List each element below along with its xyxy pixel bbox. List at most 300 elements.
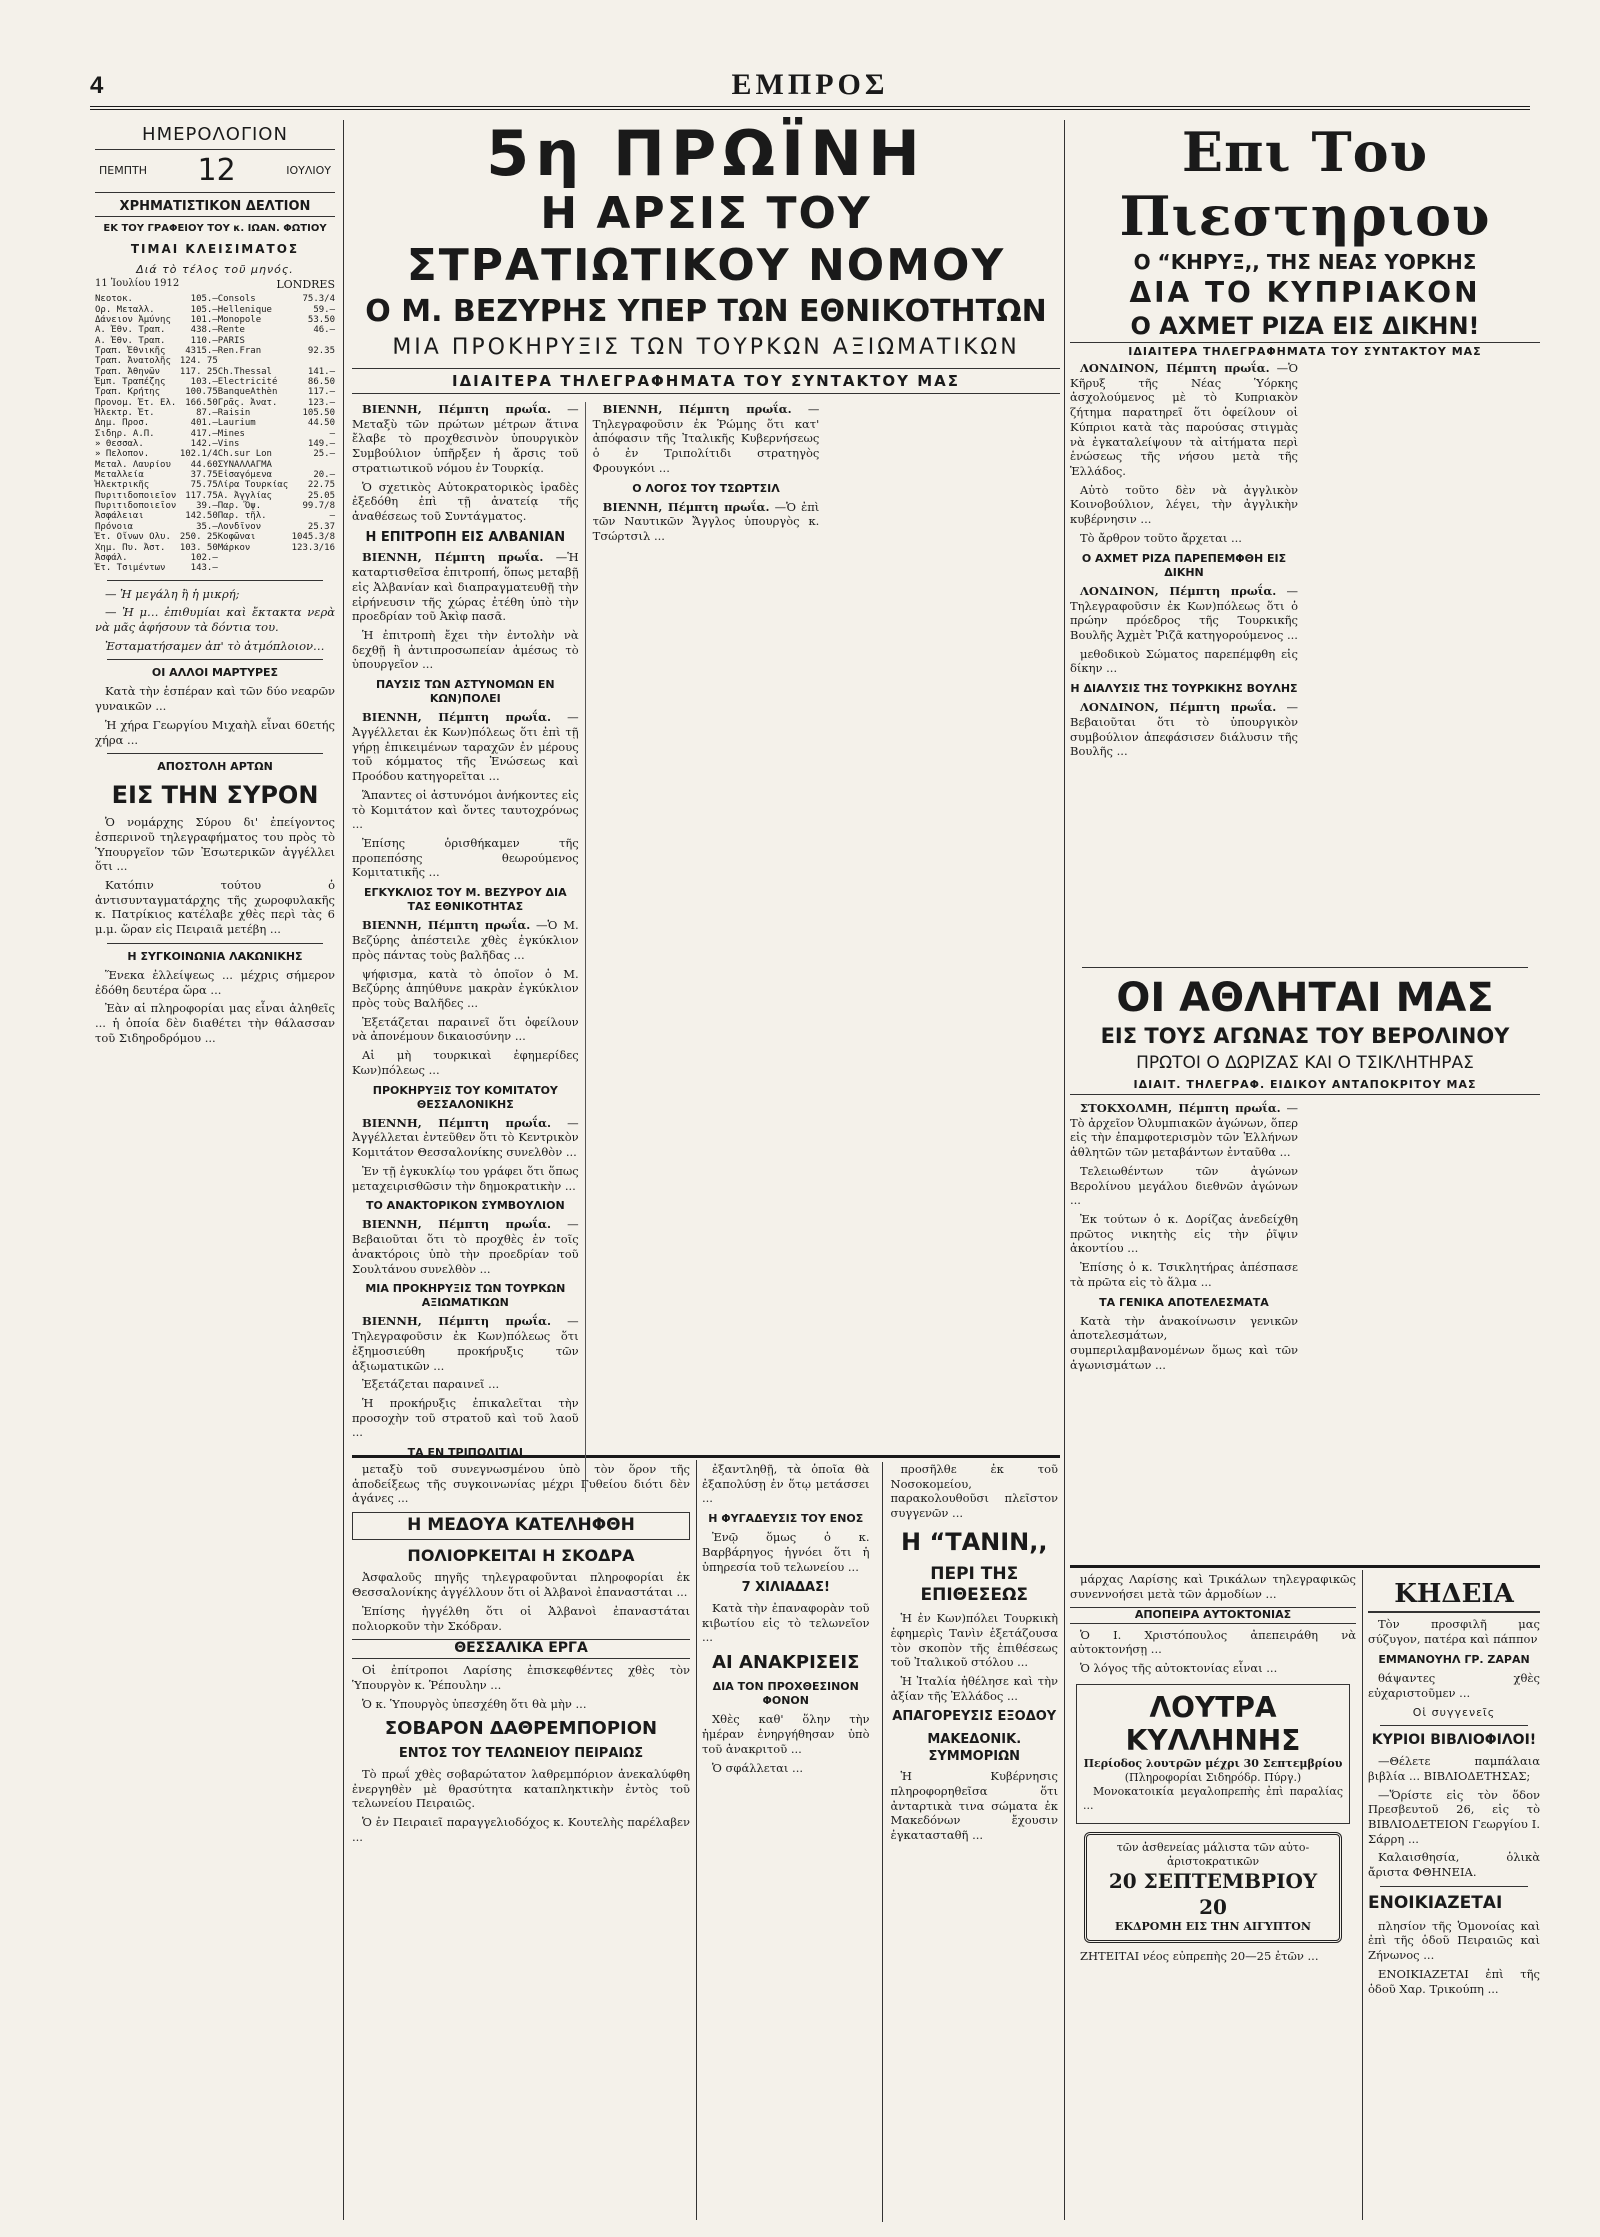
- divider: [107, 659, 323, 660]
- funeral-heading: ΚΗΔΕΙΑ: [1368, 1578, 1540, 1613]
- calendar-month: ΙΟΥΛΙΟΥ: [286, 164, 331, 178]
- price-cell: Ren.Fran: [217, 345, 262, 356]
- article-text: Ὁ ἐν Πειραιεῖ παραγγελιοδόχος κ. Κουτελὴς παρέλαβεν ...: [352, 1815, 690, 1844]
- price-row: [95, 377, 335, 387]
- price-cell: Ορ. Μεταλλ.: [95, 304, 155, 315]
- excursion-advert: [1084, 1832, 1342, 1943]
- press-kicker: ΙΔΙΑΙΤΕΡΑ ΤΗΛΕΓΡΑΦΗΜΑΤΑ ΤΟΥ ΣΥΝΤΑΚΤΟΥ ΜΑΣ: [1128, 345, 1482, 358]
- article-text: Ἐπίσης ὁρισθήκαμεν τῆς προπεπόσης θεωρούμενος Κομιτατικῆς ...: [352, 836, 579, 880]
- price-cell: [290, 460, 335, 470]
- funeral-family: Οἱ συγγενεῖς: [1412, 1706, 1496, 1720]
- column-divider: [1362, 1570, 1363, 2220]
- price-cell: Hellenique: [217, 304, 272, 315]
- section-heading: Η ΕΠΙΤΡΟΠΗ ΕΙΣ ΑΛΒΑΝΙΑΝ: [365, 529, 566, 545]
- dateline: ΒΙΕΝΝΗ, Πέμπτη πρωΐα.: [362, 550, 544, 565]
- price-row: [95, 336, 335, 346]
- price-cell: 25.37: [307, 521, 335, 532]
- article-text: —Τηλεγραφοῦσιν ἐκ Κων)πόλεως ὅτι ἐξημοσιεύθη προκήρυξις τῶν ἀξιωματικῶν ...: [352, 1314, 579, 1373]
- article-text: Τὸ ἄρθρον τοῦτο ἄρχεται ...: [1080, 530, 1242, 545]
- price-cell: 141.—: [307, 366, 335, 377]
- price-cell: 39.—: [196, 501, 218, 512]
- price-cell: Α. Ἐθν. Τραπ.: [95, 325, 166, 336]
- price-cell: Δημ. Προσ.: [95, 418, 150, 429]
- article-text: —Ἡ καταρτισθεῖσα ἐπιτροπή, ὅπως μεταβῇ εἰς Ἀλβανίαν καὶ διαπραγματευθῇ τὴν εἰρήνευσιν τῆς χώρας ἐτέθη ὑπὸ τὴν προεδρίαν τοῦ Ἀκὶφ πασᾶ.: [352, 550, 579, 624]
- article-text: θάψαντες χθὲς εὐχαριστοῦμεν ...: [1368, 1670, 1540, 1700]
- article-text: ἐξαντληθῇ, τὰ ὁποῖα θὰ ἐξαπολύσῃ ἐν ὅτῳ μετάσσει ...: [702, 1462, 870, 1506]
- price-cell: Κοφῶναι: [217, 532, 256, 543]
- lead-kicker: ΙΔΙΑΙΤΕΡΑ ΤΗΛΕΓΡΑΦΗΜΑΤΑ ΤΟΥ ΣΥΝΤΑΚΤΟΥ ΜΑΣ: [352, 368, 1060, 394]
- lower-subcolumn: [702, 1462, 870, 2222]
- price-cell: —: [329, 511, 335, 522]
- article-text: Ἐν τῇ ἐγκυκλίῳ του γράφει ὅτι ὅπως μεταχειρισθῶσιν τὴν δημοκρατικὴν ...: [352, 1163, 579, 1193]
- section-heading: ΑΠΑΓΟΡΕΥΣΙΣ ΕΞΟΔΟΥ: [892, 1709, 1057, 1725]
- dateline: ΒΙΕΝΝΗ, Πέμπτη πρωΐα.: [362, 1115, 551, 1130]
- price-cell: BanqueAthèn: [217, 387, 278, 398]
- press-article-columns: [1070, 361, 1540, 961]
- article-text: Ἀσφαλοῦς πηγῆς τηλεγραφοῦνται πληροφορίαι ἐκ Θεσσαλονίκης ἀγγέλλουν ὅτι οἱ Ἀλβανοὶ ἐπαναστάται ...: [352, 1570, 690, 1600]
- price-cell: Laurium: [217, 418, 256, 429]
- lower-column-4: [1368, 1572, 1540, 2222]
- article-text: Τὸν προσφιλῆ μας σύζυγον, πατέρα καὶ πάππον: [1368, 1617, 1540, 1646]
- press-deck: ΔΙΑ ΤΟ ΚΥΠΡΙΑΚΟΝ: [1129, 276, 1481, 309]
- article-text: Τελειωθέντων τῶν ἀγώνων Βερολίνου μεγάλου διεθνῶν ἀγώνων ...: [1070, 1163, 1298, 1208]
- advert-text: τῶν ἀσθενείας μάλιστα τῶν αὐτο-ἀριστοκρατικῶν: [1116, 1840, 1310, 1869]
- calendar-date: [95, 149, 335, 193]
- section-heading: ΠΑΥΣΙΣ ΤΩΝ ΑΣΤΥΝΟΜΩΝ ΕΝ ΚΩΝ)ΠΟΛΕΙ: [376, 678, 555, 706]
- price-cell: 143.—: [190, 563, 218, 574]
- price-cell: 105.50: [302, 408, 335, 419]
- article-text: Ἅπαντες οἱ ἀστυνόμοι ἀνήκοντες εἰς τὸ Κομιτάτον καὶ ὄντες ταυτοχρόνως ...: [352, 787, 579, 832]
- price-row: [95, 470, 335, 480]
- quote-line: — Ἡ μεγάλη ἢ ἡ μικρή;: [105, 586, 240, 601]
- price-cell: Πυριτιδοποιεῖον: [95, 501, 177, 512]
- section-subheading: ΠΟΛΙΟΡΚΕΙΤΑΙ Η ΣΚΟΔΡΑ: [407, 1545, 635, 1565]
- article-text: —Βεβαιοῦται ὅτι τὸ προχθὲς ἐν τοῖς ἀνακτόροις ὑπὸ τὴν προεδρίαν τοῦ Σουλτάνου συνελθὸν ...: [352, 1217, 579, 1276]
- section-heading: ΕΝΟΙΚΙΑΖΕΤΑΙ: [1368, 1892, 1503, 1913]
- price-cell: Παρ. τῆλ.: [217, 511, 267, 522]
- section-heading: Η ΔΙΑΛΥΣΙΣ ΤΗΣ ΤΟΥΡΚΙΚΗΣ ΒΟΥΛΗΣ: [1070, 682, 1298, 696]
- bulletin-date: 11 Ἰουλίου 1912: [95, 278, 180, 290]
- lower-column-1: [352, 1462, 690, 2222]
- divider: [107, 753, 323, 754]
- price-cell: 102.1/4: [179, 449, 218, 460]
- price-cell: » Πελοπον.: [95, 449, 150, 460]
- price-cell: Raisin: [217, 408, 251, 419]
- price-cell: 417.—: [190, 428, 218, 439]
- price-cell: Ἑτ. Τσιμέντων: [95, 563, 166, 574]
- price-cell: Ἀσφάλ.: [95, 552, 128, 563]
- price-cell: —: [329, 428, 335, 439]
- section-heading: Ο ΑΧΜΕΤ ΡΙΖΑ ΠΑΡΕΠΕΜΦΘΗ ΕΙΣ ΔΙΚΗΝ: [1081, 551, 1287, 579]
- synteknia-title: Η ΣΥΓΚΟΙΝΩΝΙΑ ΛΑΚΩΝΙΚΗΣ: [127, 949, 303, 963]
- synteknia-body: Ἐὰν αἱ πληροφορίαι μας εἶναι ἀληθεῖς ... ἡ ὁποία δὲν διαθέτει τὴν θάλασσαν τοῦ Σιδηροδρόμου ...: [95, 1001, 335, 1045]
- price-cell: 103. 50: [179, 542, 218, 553]
- article-text: Κατὰ τὴν ἀνακοίνωσιν γενικῶν ἀποτελεσμάτων, συμπεριλαμβανομένων ὅμως καὶ τῶν ἀγωνισμάτων ...: [1070, 1313, 1298, 1372]
- dateline: ΛΟΝΔΙΝΟΝ, Πέμπτη πρωΐα.: [1080, 583, 1277, 598]
- section-rule: [1070, 1565, 1540, 1568]
- price-cell: 35.—: [196, 521, 218, 532]
- price-row: [95, 294, 335, 304]
- press-headline: Επι Του Πιεστηριου: [1119, 120, 1491, 248]
- price-cell: [290, 336, 335, 346]
- price-cell: 53.50: [307, 314, 335, 325]
- price-cell: Σιδηρ. Α.Π.: [95, 428, 155, 439]
- price-row: [95, 532, 335, 542]
- price-table: [95, 294, 335, 573]
- price-cell: Εἰσαγόμενα: [217, 470, 272, 481]
- apostoli-body: Ὁ νομάρχης Σύρου δι' ἐπείγοντος ἐσπερινοῦ τηλεγραφήματος του πρὸς τὸ Ὑπουργεῖον τῶν Ἐσωτερικῶν ἀγγέλλει ὅτι ...: [95, 815, 335, 874]
- spa-season: Περίοδος λουτρῶν μέχρι 30 Σεπτεμβρίου: [1083, 1756, 1343, 1770]
- article-text: Ἐπίσης ὁ κ. Τσικλητήρας ἀπέσπασε τὰ πρῶτα εἰς τὸ ἅλμα ...: [1070, 1260, 1298, 1289]
- newspaper-name: ΕΜΠΡΟΣ: [731, 68, 889, 101]
- press-subheadline: Ο “ΚΗΡΥΞ,, ΤΗΣ ΝΕΑΣ ΥΟΡΚΗΣ: [1133, 250, 1477, 274]
- price-cell: 105.—: [190, 304, 218, 315]
- price-cell: [218, 356, 291, 366]
- bulletin-dateline: [95, 278, 335, 292]
- price-cell: Πυριτιδοποιεῖον: [95, 490, 177, 501]
- dateline: ΒΙΕΝΝΗ, Πέμπτη πρωΐα.: [362, 1314, 551, 1329]
- section-subheading: ΕΝΤΟΣ ΤΟΥ ΤΕΛΩΝΕΙΟΥ ΠΕΙΡΑΙΩΣ: [398, 1746, 644, 1762]
- quote-line: Ἐσταματήσαμεν ἀπ' τὸ ἀτμόπλοιον…: [105, 638, 325, 653]
- dateline: ΛΟΝΔΙΝΟΝ, Πέμπτη πρωΐα.: [1080, 700, 1277, 715]
- article-text: Ἡ Ἰταλία ἠθέλησε καὶ τὴν ἀξίαν τῆς Ἐλλάδος ...: [890, 1673, 1058, 1703]
- section-heading: ΣΟΒΑΡΟΝ ΔΑΘΡΕΜΠΟΡΙΟΝ: [384, 1718, 658, 1740]
- lead-article-columns: [352, 402, 1060, 1492]
- price-cell: Τραπ. Κρήτης: [95, 387, 161, 398]
- divider: [107, 580, 323, 581]
- price-row: [95, 398, 335, 408]
- bulletin-market: LONDRES: [276, 278, 335, 292]
- section-heading: ΑΙ ΑΝΑΚΡΙΣΕΙΣ: [712, 1652, 860, 1674]
- section-heading: ΕΓΚΥΚΛΙΟΣ ΤΟΥ Μ. ΒΕΖΥΡΟΥ ΔΙΑ ΤΑΣ ΕΘΝΙΚΟΤΗΤΑΣ: [364, 886, 567, 914]
- price-row: [95, 563, 335, 573]
- article-text: Ἐπίσης ἠγγέλθη ὅτι οἱ Ἀλβανοὶ ἐπαναστάται πολιορκοῦν τὴν Σκόδραν.: [352, 1603, 690, 1633]
- price-row: [95, 501, 335, 511]
- article-text: ΕΝΟΙΚΙΑΖΕΤΑΙ ἐπὶ τῆς ὁδοῦ Χαρ. Τρικούπη ...: [1368, 1966, 1540, 1996]
- price-cell: Monopole: [217, 314, 262, 325]
- article-text: μεθοδικοὺ Σώματος παρεπέμφθη εἰς δίκην ...: [1070, 646, 1298, 676]
- article-text: ψήφισμα, κατὰ τὸ ὁποῖον ὁ Μ. Βεζύρης ἀπηύθυνε μακρὰν ἐγκύκλιον πρὸς τοὺς Βαλῆδες ...: [352, 966, 579, 1010]
- page-number: 4: [90, 72, 104, 99]
- article-text: Αἱ μὴ τουρκικαὶ ἐφημερίδες Κων)πόλεως ...: [352, 1048, 579, 1077]
- price-cell: [290, 553, 335, 563]
- price-cell: 124. 75: [179, 356, 218, 367]
- synteknia-body: Ἕνεκα ἐλλείψεως ... μέχρις σήμερον ἐδόθη δευτέρα ὥρα ...: [95, 967, 335, 997]
- price-row: [95, 356, 335, 366]
- lead-subheadline: Ο Μ. ΒΕΖΥΡΗΣ ΥΠΕΡ ΤΩΝ ΕΘΝΙΚΟΤΗΤΩΝ: [365, 294, 1047, 329]
- price-cell: 86.50: [307, 377, 335, 387]
- price-row: [95, 367, 335, 377]
- price-cell: Γρᾶς. Ἀνατ.: [217, 397, 278, 408]
- article-text: Ὁ λόγος τῆς αὐτοκτονίας εἶναι ...: [1080, 1660, 1278, 1675]
- article-text: Ἐκ τούτων ὁ κ. Δορίζας ἀνεδείχθη πρῶτος νικητὴς εἰς τὴν ῥῖψιν ἀκοντίου ...: [1070, 1212, 1298, 1256]
- price-cell: Πρόνοια: [95, 521, 133, 532]
- advert-title: ΕΚΔΡΟΜΗ ΕΙΣ ΤΗΝ ΑΙΓΥΠΤΟΝ: [1115, 1920, 1311, 1934]
- article-text: μεταξὺ τοῦ συνεγνωσμένου ὑπὸ τὸν ὅρον τῆς ἀποδείξεως τῆς συγκοινωνίας μέχρι Γυθείου διότι δὲν ἀγάνες ...: [352, 1462, 690, 1506]
- article-text: Ἐξετάζεται παραινεῖ ...: [362, 1377, 500, 1392]
- price-cell: Α. Ἐθν. Τραπ.: [95, 335, 166, 346]
- price-row: [95, 429, 335, 439]
- price-cell: 166.50: [185, 397, 218, 408]
- article-text: Κατὰ τὴν ἐπαναφορὰν τοῦ κιβωτίου εἰς τὸ τελωνεῖον ...: [702, 1601, 870, 1645]
- price-cell: 37.75: [190, 470, 218, 481]
- section-heading: ΤΑ ΕΝ ΤΡΙΠΟΛΙΤΙΔΙ: [407, 1446, 524, 1460]
- section-subheading: ΜΑΚΕΔΟΝΙΚ. ΣΥΜΜΟΡΙΩΝ: [927, 1732, 1022, 1764]
- price-cell: Νεοτοκ.: [95, 294, 133, 305]
- athletes-deck: ΠΡΩΤΟΙ Ο ΔΩΡΙΖΑΣ ΚΑΙ Ο ΤΣΙΚΛΗΤΗΡΑΣ: [1136, 1053, 1474, 1073]
- price-cell: Τραπ. Ἀνατολῆς: [95, 356, 171, 367]
- price-cell: Προνομ. Ἐτ. Ελ.: [95, 397, 177, 408]
- masthead: [90, 68, 1530, 110]
- column-divider: [1064, 120, 1065, 2220]
- article-text: μάρχας Λαρίσης καὶ Τρικάλων τηλεγραφικῶς συνεννοήσει μετὰ τῶν ἀρμοδίων ...: [1070, 1572, 1356, 1601]
- funeral-name: ΕΜΜΑΝΟΥΗΛ ΓΡ. ΖΑΡΑΝ: [1378, 1652, 1530, 1666]
- article-text: Ἡ ἐν Κων)πόλει Τουρκικὴ ἐφημερὶς Τανὶν ἐξετάζουσα τὸν σκοπὸν τῆς ἐπιθέσεως τοῦ Ἰταλικοῦ στόλου ...: [890, 1611, 1058, 1670]
- article-text: —Τηλεγραφοῦσιν ἐκ Ῥώμης ὅτι κατ' ἀπόφασιν τῆς Ἰταλικῆς Κυβερνήσεως ὁ ἐν Τριπολίτιδι στρατηγὸς Φρουγκόνι ...: [592, 402, 820, 475]
- lower-column-3: [1070, 1572, 1356, 2222]
- price-cell: 250. 25: [179, 532, 218, 543]
- section-heading: Η ΦΥΓΑΔΕΥΣΙΣ ΤΟΥ ΕΝΟΣ: [708, 1512, 864, 1526]
- lower-subcolumn: [882, 1462, 1059, 2222]
- price-row: [95, 511, 335, 521]
- section-heading: ΚΥΡΙΟΙ ΒΙΒΛΙΟΦΙΛΟΙ!: [1371, 1732, 1537, 1749]
- apostoli-title: ΕΙΣ ΤΗΝ ΣΥΡΟΝ: [111, 781, 319, 810]
- section-heading: ΜΙΑ ΠΡΟΚΗΡΥΞΙΣ ΤΩΝ ΤΟΥΡΚΩΝ ΑΞΙΩΜΑΤΙΚΩΝ: [365, 1282, 566, 1310]
- article-text: —Ὅρίστε εἰς τὸν ὅδον Πρεσβευτοῦ 26, εἰς τὸ ΒΙΒΛΙΟΔΕΤΕΙΟΝ Γεωργίου Ι. Σάρρη ...: [1368, 1787, 1540, 1846]
- price-cell: 438.—: [190, 325, 218, 336]
- price-cell: Λίρα Τουρκίας: [217, 480, 289, 491]
- section-subheading: ΠΕΡΙ ΤΗΣ ΕΠΙΘΕΣΕΩΣ: [920, 1563, 1029, 1606]
- price-cell: Μεταλ. Λαυρίου: [95, 459, 171, 470]
- article-text: Ἡ προκήρυξις ἐπικαλεῖται τὴν προσοχὴν τοῦ στρατοῦ καὶ τοῦ λαοῦ ...: [352, 1395, 579, 1440]
- article-text: —Τηλεγραφοῦσιν ἐκ Κων)πόλεως ὅτι ὁ πρώην πρόεδρος τῆς Τουρκικῆς Βουλῆς Ἀχμὲτ Ῥιζᾶ κατηγορούμενος ...: [1070, 583, 1298, 642]
- price-row: [95, 553, 335, 563]
- calendar-weekday: ΠΕΜΠΤΗ: [99, 164, 147, 178]
- dateline: ΛΟΝΔΙΝΟΝ, Πέμπτη πρωΐα.: [1080, 361, 1270, 375]
- article-text: Ἐξετάζεται παραινεῖ ὅτι ὀφείλουν νὰ ἀπονέμουν δικαιοσύνην ...: [352, 1014, 579, 1044]
- section-heading: Η ΜΕΔΟΥΑ ΚΑΤΕΛΗΦΘΗ: [352, 1512, 690, 1540]
- article-text: —Βεβαιοῦται ὅτι τὸ ὑπουργικὸν συμβούλιον ἀπεφάσισεν διάλυσιν τῆς Βουλῆς ...: [1070, 700, 1298, 759]
- quote-line: — Ἡ μ… ἐπιθυμίαι καὶ ἔκτακτα νερὰ νὰ μᾶς ἀφήσουν τὰ δόντια του.: [95, 605, 335, 634]
- price-cell: 92.35: [307, 345, 335, 356]
- spa-title-2: ΚΥΛΛΗΝΗΣ: [1125, 1723, 1301, 1757]
- article-text: πλησίον τῆς Ὁμονοίας καὶ ἐπὶ τῆς ὁδοῦ Πειραιῶς καὶ Ζήνωνος ...: [1368, 1918, 1540, 1963]
- dateline: ΒΙΕΝΝΗ, Πέμπτη πρωΐα.: [602, 402, 792, 416]
- lead-deck: ΜΙΑ ΠΡΟΚΗΡΥΞΙΣ ΤΩΝ ΤΟΥΡΚΩΝ ΑΞΙΩΜΑΤΙΚΩΝ: [392, 335, 1020, 360]
- article-text: —Ἀγγέλλεται ἐκ Κων)πόλεως ὅτι ἐπὶ τῇ γήρῃ ἐπικειμένων ταραχῶν ἐν μέρους τοῦ κόμματος τῆς Ἑνώσεως καὶ Προόδου κατηγορεῖται ...: [352, 710, 579, 784]
- main-column: [352, 117, 1060, 1460]
- dateline: ΒΙΕΝΝΗ, Πέμπτη πρωΐα.: [602, 499, 770, 514]
- price-cell: 22.75: [307, 480, 335, 491]
- price-cell: 44.50: [307, 418, 335, 429]
- price-row: [95, 543, 335, 553]
- price-cell: Vins: [217, 439, 240, 450]
- price-cell: Τραπ. Ἐθνικῆς: [95, 345, 166, 356]
- price-row: [95, 439, 335, 449]
- calendar-title: ΗΜΕΡΟΛΟΓΙΟΝ: [142, 124, 288, 145]
- article-text: Ὁ σφάλλεται ...: [712, 1760, 804, 1775]
- article-text: προσῆλθε ἐκ τοῦ Νοσοκομείου, παρακολουθοῦσι πλεῖστον συγγενῶν ...: [890, 1462, 1058, 1521]
- divider: [1380, 1886, 1528, 1887]
- price-cell: 117.—: [307, 387, 335, 398]
- athletes-headline: ΟΙ ΑΘΛΗΤΑΙ ΜΑΣ: [1116, 975, 1494, 1021]
- price-cell: PARIS: [217, 335, 245, 346]
- article-text: —Ὁ Κῆρυξ τῆς Νέας Ὑόρκης ἀσχολούμενος μὲ τὸ Κυπριακὸν ζήτημα παρατηρεῖ ὅτι ὀφείλουν οἱ Κύπριοι κατὰ τὰς παρούσας στιγμὰς νὰ ἐγκαταλείψουν τὰ αἰτήματα περὶ ἑνώσεως τῆς νήσου μετὰ τῆς Ἑλλάδος.: [1070, 361, 1298, 479]
- price-cell: Μάρκον: [217, 542, 251, 553]
- dateline: ΣΤΟΚΧΟΛΜΗ, Πέμπτη πρωΐα.: [1080, 1101, 1281, 1115]
- price-cell: Ἠλεκτρικῆς: [95, 480, 150, 491]
- price-cell: 87.—: [196, 408, 218, 419]
- article-text: —Τὸ ἀρχεῖον Ὀλυμπιακῶν ἀγώνων, ὅπερ εἰς τὴν ἐπαμφοτερισμὸν τῶν Ἑλλήνων ἀθλητῶν τῶν μεταβάντων ἐνταῦθα ...: [1070, 1101, 1299, 1160]
- price-cell: [218, 553, 291, 563]
- calendar-day: 12: [197, 153, 236, 188]
- price-cell: 25.—: [313, 449, 335, 460]
- price-row: [95, 325, 335, 335]
- section-heading: ΑΠΟΠΕΙΡΑ ΑΥΤΟΚΤΟΝΙΑΣ: [1070, 1607, 1356, 1623]
- article-text: —Ὁ ἐπὶ τῶν Ναυτικῶν Ἄγγλος ὑπουργὸς κ. Τσώρτσιλ ...: [592, 499, 820, 544]
- martyres-body: Ἡ χήρα Γεωργίου Μιχαὴλ εἶναι 60ετής χήρα ...: [95, 717, 335, 747]
- article-text: Ὁ Ι. Χριστόπουλος ἀπεπειράθη νὰ αὐτοκτονήσῃ ...: [1070, 1627, 1356, 1657]
- article-text: Ὁ σχετικὸς Αὐτοκρατορικὸς ἰραδὲς ἐξεδόθη ἐπὶ τῇ ἀνατείᾳ τῆς ἀναθέσεως τοῦ Συντάγματος.: [352, 479, 579, 524]
- section-heading: ΤΟ ΑΝΑΚΤΟΡΙΚΟΝ ΣΥΜΒΟΥΛΙΟΝ: [366, 1199, 565, 1213]
- section-heading: ΘΕΣΣΑΛΙΚΑ ΕΡΓΑ: [352, 1639, 690, 1659]
- dateline: ΒΙΕΝΝΗ, Πέμπτη πρωΐα.: [362, 402, 551, 416]
- divider: [107, 943, 323, 944]
- advert-date: 20 ΣΕΠΤΕΜΒΡΙΟΥ 20: [1108, 1869, 1318, 1919]
- article-text: —Μεταξὺ τῶν πρώτων μέτρων ἅτινα ἔλαβε τὸ προχθεσινὸν ὑπουργικὸν Συμβούλιον ὑπῆρξεν ἡ ἄρσις τοῦ στρατιωτικοῦ νόμου ἐν Τουρκίᾳ.: [352, 402, 579, 475]
- section-heading: ΤΑ ΓΕΝΙΚΑ ΑΠΟΤΕΛΕΣΜΑΤΑ: [1099, 1295, 1269, 1309]
- price-cell: 75.75: [190, 480, 218, 491]
- price-row: [95, 491, 335, 501]
- price-cell: Τραπ. Ἀθηνῶν: [95, 366, 161, 377]
- dateline: ΒΙΕΝΝΗ, Πέμπτη πρωΐα.: [362, 710, 551, 725]
- price-row: [95, 387, 335, 397]
- price-cell: 123.—: [307, 397, 335, 408]
- price-cell: Α. Ἀγγλίας: [217, 490, 272, 501]
- price-cell: [290, 563, 335, 573]
- article-text: —Θέλετε παμπάλαια βιβλία ... ΒΙΒΛΙΟΔΕΤΗΣΑΣ;: [1368, 1754, 1540, 1783]
- article-text: Ἡ Κυβέρνησις πληροφορηθεῖσα ὅτι ἀνταρτικὰ τινα σώματα ἐκ Μακεδόνων ἔχουσιν ἐγκατασταθῆ ...: [890, 1769, 1058, 1843]
- price-cell: 20.—: [313, 470, 335, 481]
- price-row: [95, 480, 335, 490]
- price-cell: Ἀσφάλειαι: [95, 511, 144, 522]
- price-cell: 123.3/16: [291, 542, 335, 553]
- divider: [1380, 1725, 1528, 1726]
- price-cell: 101.—: [190, 314, 218, 325]
- price-cell: 105.—: [190, 294, 218, 305]
- price-row: [95, 522, 335, 532]
- price-cell: Ch.sur Lon: [217, 449, 272, 460]
- divider: [1082, 967, 1528, 968]
- price-row: [95, 315, 335, 325]
- column-divider: [343, 120, 344, 2220]
- price-cell: Ἠλεκτρ. Ἑτ.: [95, 408, 155, 419]
- price-cell: ΣΥΝΑΛΛΑΓΜΑ: [217, 459, 272, 470]
- bulletin-note: Διά τὸ τέλος τοῦ μηνός.: [136, 263, 294, 277]
- price-cell: 103.—: [190, 377, 218, 387]
- bulletin-source: ΕΚ ΤΟΥ ΓΡΑΦΕΙΟΥ ΤΟΥ κ. ΙΩΑΝ. ΦΩΤΙΟΥ: [103, 223, 327, 235]
- edition-headline: 5η ΠΡΩΪΝΗ: [486, 117, 926, 190]
- article-text: —Ὁ Μ. Βεζύρης ἀπέστειλε χθὲς ἐγκύκλιον πρὸς πάντας τοὺς βαλῆδας ...: [352, 918, 579, 962]
- martyres-title: ΟΙ ΑΛΛΟΙ ΜΑΡΤΥΡΕΣ: [151, 666, 279, 680]
- column-divider: [696, 1460, 697, 2220]
- bulletin-prices: ΤΙΜΑΙ ΚΛΕΙΣΙΜΑΤΟΣ: [130, 241, 300, 256]
- price-cell: Χημ. Πυ. Ἀστ.: [95, 542, 166, 553]
- price-cell: 25.05: [307, 490, 335, 501]
- price-cell: 401.—: [190, 418, 218, 429]
- apostoli-kicker: ΑΠΟΣΤΟΛΗ ΑΡΤΩΝ: [157, 760, 273, 774]
- price-cell: Consols: [217, 294, 256, 305]
- article-text: Οἱ ἐπίτροποι Λαρίσης ἐπισκεφθέντες χθὲς τὸν Ὑπουργὸν κ. Ῥέπουλην ...: [352, 1663, 690, 1692]
- price-row: [95, 460, 335, 470]
- price-cell: Δάνειον Ἀμύνης: [95, 314, 171, 325]
- section-heading: Η “ΤΑΝΙΝ,,: [901, 1527, 1048, 1556]
- right-column: [1070, 120, 1540, 1560]
- price-cell: 1045.3/8: [291, 532, 335, 543]
- lead-headline: Η ΑΡΣΙΣ ΤΟΥ ΣΤΡΑΤΙΩΤΙΚΟΥ ΝΟΜΟΥ: [406, 188, 1006, 291]
- price-cell: 99.7/8: [302, 501, 335, 512]
- section-heading: Ο ΛΟΓΟΣ ΤΟΥ ΤΣΩΡΤΣΙΛ: [632, 481, 780, 495]
- bulletin-title: ΧΡΗΜΑΤΙΣΤΙΚΟΝ ΔΕΛΤΙΟΝ: [95, 199, 335, 217]
- article-text: Ἐνῷ ὅμως ὁ κ. Βαρβάρηγος ἠγνόει ὅτι ἡ ὑπηρεσία τοῦ τελωνείου ...: [702, 1530, 870, 1574]
- price-row: [95, 449, 335, 459]
- article-text: Αὐτὸ τοῦτο δὲν νὰ ἀγγλικὸν Κοινοβούλιον, λέγει, τὴν ἀγγλικὴν κυβέρνησιν ...: [1070, 482, 1298, 527]
- price-cell: Ἐμπ. Τραπέζης: [95, 377, 166, 387]
- spa-title: ΛΟΥΤΡΑ: [1149, 1690, 1277, 1724]
- price-row: [95, 305, 335, 315]
- price-cell: Electricité: [217, 377, 278, 387]
- price-cell: 46.—: [313, 325, 335, 336]
- price-cell: 142.—: [190, 439, 218, 450]
- dateline: ΒΙΕΝΝΗ, Πέμπτη πρωΐα.: [362, 1217, 551, 1232]
- article-text: Ἡ ἐπιτροπὴ ἔχει τὴν ἐντολὴν νὰ δεχθῇ ἢ ἀντιπροσωπείαν ἀμέσως τὸ ὑπουργεῖον ...: [352, 627, 579, 672]
- price-cell: 100.75: [185, 387, 218, 398]
- section-subheading: ΔΙΑ ΤΟΝ ΠΡΟΧΘΕΣΙΝΟΝ ΦΟΝΟΝ: [712, 1680, 859, 1708]
- athletes-kicker: ΙΔΙΑΙΤ. ΤΗΛΕΓΡΑΦ. ΕΙΔΙΚΟΥ ΑΝΤΑΠΟΚΡΙΤΟΥ ΜΑΣ: [1070, 1076, 1540, 1095]
- price-cell: Mines: [217, 428, 245, 439]
- athletes-article-columns: [1070, 1101, 1540, 1531]
- price-cell: [290, 356, 335, 366]
- apostoli-body: Κατόπιν τούτου ὁ ἀντισυνταγματάρχης τῆς χωροφυλακῆς κ. Πατρίκιος κατέλαβε χθὲς περὶ τὰς 6 μ.μ. ὥραν εἰς Πειραιᾶ μετέβη ...: [95, 878, 335, 937]
- martyres-body: Κατὰ τὴν ἑσπέραν καὶ τῶν δύο νεαρῶν γυναικῶν ...: [95, 684, 335, 714]
- spa-info: (Πληροφορίαι Σιδηρόδρ. Πύργ.): [1124, 1770, 1302, 1784]
- price-cell: 4315.—: [185, 345, 218, 356]
- price-cell: Ἑτ. Οἴνων Ολυ.: [95, 532, 171, 543]
- article-text: Τὸ πρωΐ χθὲς σοβαρώτατον λαθρεμπόριον ἀνεκαλύφθη ἐνεργηθὲν μὲ θρασύτητα καταπληκτικὴν ἐντὸς τοῦ τελωνείου Πειραιῶς.: [352, 1766, 690, 1811]
- article-text: Χθὲς καθ' ὅλην τὴν ἡμέραν ἐνηργήθησαν ὑπὸ τοῦ ἀνακριτοῦ ...: [702, 1712, 870, 1756]
- price-cell: 75.3/4: [302, 294, 335, 305]
- price-row: [95, 408, 335, 418]
- price-cell: [218, 563, 291, 573]
- section-heading: ΠΡΟΚΗΡΥΞΙΣ ΤΟΥ ΚΟΜΙΤΑΤΟΥ ΘΕΣΣΑΛΟΝΙΚΗΣ: [372, 1083, 558, 1111]
- press-deck-2: Ο ΑΧΜΕΤ ΡΙΖΑ ΕΙΣ ΔΙΚΗΝ!: [1070, 310, 1540, 343]
- article-text: Καλαισθησία, ὁλικὰ ἄριστα ΦΘΗΝΕΙΑ.: [1368, 1850, 1540, 1880]
- price-cell: 110.—: [190, 335, 218, 346]
- price-cell: 149.—: [307, 439, 335, 450]
- lower-column-2: [702, 1462, 1058, 2222]
- price-cell: 44.60: [190, 459, 218, 470]
- price-row: [95, 346, 335, 356]
- price-cell: 102.—: [190, 552, 218, 563]
- left-column: [95, 120, 335, 2200]
- calendar-box: [95, 124, 335, 193]
- price-cell: 117. 25: [179, 366, 218, 377]
- masthead-rule: [90, 106, 1530, 110]
- spa-text: Μονοκατοικία μεγαλοπρεπὴς ἐπὶ παραλίας ...: [1083, 1784, 1343, 1812]
- article-text: Ὁ κ. Ὑπουργὸς ὑπεσχέθη ὅτι θὰ μὴν ...: [362, 1696, 587, 1711]
- price-cell: Λονδῖνον: [217, 521, 262, 532]
- athletes-subheadline: ΕΙΣ ΤΟΥΣ ΑΓΩΝΑΣ ΤΟΥ ΒΕΡΟΛΙΝΟΥ: [1100, 1024, 1510, 1048]
